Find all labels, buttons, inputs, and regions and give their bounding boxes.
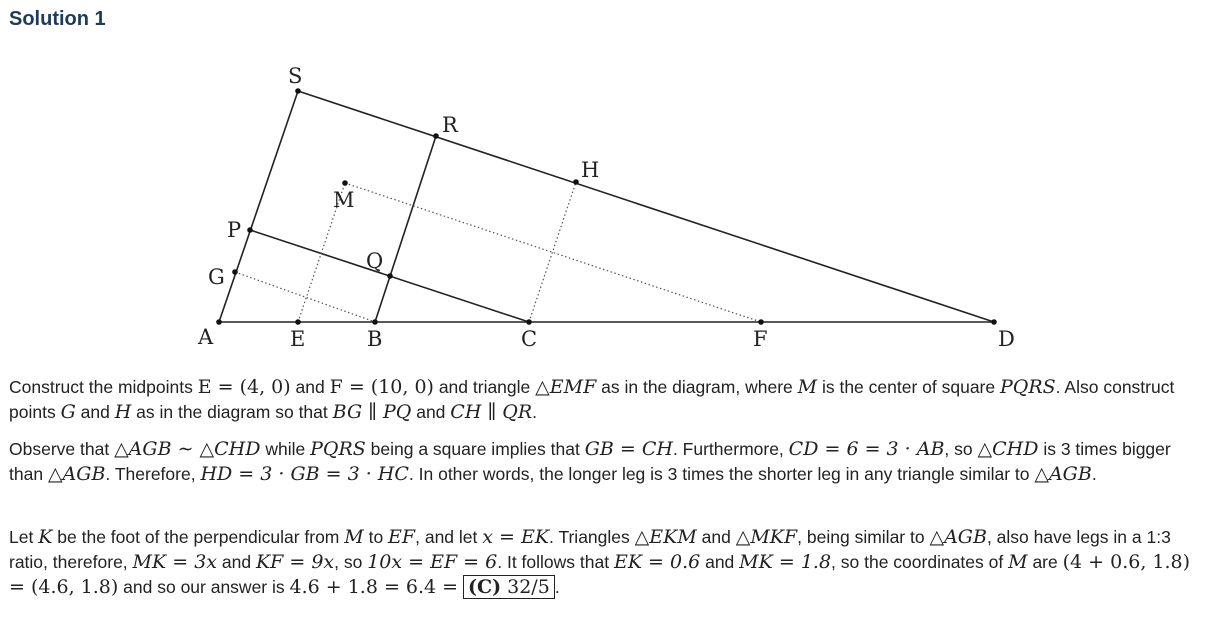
label-P: P bbox=[227, 218, 242, 242]
point-Q bbox=[387, 273, 393, 279]
text-run: and bbox=[411, 402, 451, 422]
math-expression: G bbox=[60, 401, 76, 423]
math-expression: △AGB bbox=[47, 463, 106, 485]
math-expression: CH ∥ QR bbox=[450, 401, 533, 423]
segment-RB bbox=[375, 136, 436, 322]
point-P bbox=[247, 227, 253, 233]
math-expression: K bbox=[38, 526, 53, 548]
math-expression: M bbox=[797, 376, 818, 398]
text-run: , and let bbox=[415, 527, 483, 547]
answer-box bbox=[463, 575, 555, 599]
text-run: , also have legs in a 1:3 ratio, therefore, bbox=[9, 527, 1171, 572]
math-expression: PQRS bbox=[999, 376, 1056, 398]
paragraph-1 bbox=[9, 375, 1209, 425]
point-F bbox=[758, 319, 764, 325]
point-D bbox=[991, 319, 997, 325]
math-expression: EF bbox=[388, 526, 416, 548]
math-expression: 4.6 + 1.8 = 6.4 = bbox=[289, 576, 459, 598]
math-expression: 10x = EF = 6 bbox=[367, 551, 498, 573]
point-R bbox=[433, 133, 439, 139]
label-Q: Q bbox=[366, 249, 384, 273]
math-expression: M bbox=[344, 526, 364, 548]
point-S bbox=[295, 88, 301, 94]
segment-AS bbox=[219, 91, 298, 322]
point-H bbox=[573, 179, 579, 185]
label-G: G bbox=[208, 265, 225, 289]
text-run: . In other words, the longer leg is 3 times the shorter leg in any triangle similar to bbox=[408, 464, 1035, 484]
label-R: R bbox=[442, 113, 458, 137]
text-run: . bbox=[532, 402, 538, 422]
text-run: , so bbox=[944, 439, 978, 459]
label-H: H bbox=[581, 158, 600, 182]
point-B bbox=[372, 319, 378, 325]
math-expression: △AGB bbox=[929, 526, 987, 548]
label-D: D bbox=[998, 327, 1015, 351]
point-A bbox=[216, 319, 222, 325]
text-run: , being similar to bbox=[797, 527, 930, 547]
text-run: . bbox=[1091, 464, 1097, 484]
text-run: while bbox=[260, 439, 311, 459]
text-run: and bbox=[75, 402, 115, 422]
point-E bbox=[295, 319, 301, 325]
text-run: as in the diagram, where bbox=[596, 377, 798, 397]
text-run: . Furthermore, bbox=[672, 439, 789, 459]
text-run: and bbox=[290, 377, 330, 397]
math-expression: △MKF bbox=[735, 526, 798, 548]
math-expression: △AGB bbox=[1034, 463, 1092, 485]
math-expression: (4 + 0.6, 1.8) = (4.6, 1.8) bbox=[9, 551, 1191, 598]
math-expression: GB = CH bbox=[584, 438, 673, 460]
text-run: and bbox=[696, 527, 736, 547]
text-run: . Triangles bbox=[549, 527, 635, 547]
math-expression: MK = 3x bbox=[132, 551, 217, 573]
text-run: and triangle bbox=[433, 377, 536, 397]
text-run: and bbox=[700, 552, 740, 572]
math-expression: PQRS bbox=[310, 438, 366, 460]
text-run: being a square implies that bbox=[365, 439, 585, 459]
dotted-GB bbox=[235, 272, 375, 322]
text-run: . bbox=[554, 577, 560, 597]
solution-heading: Solution 1 bbox=[9, 8, 106, 30]
math-expression: H bbox=[114, 401, 132, 423]
text-run: is 3 times bigger than bbox=[9, 439, 1171, 484]
text-run: 32/5 bbox=[501, 576, 550, 598]
segment-SD bbox=[298, 91, 994, 322]
label-S: S bbox=[288, 64, 303, 88]
label-E: E bbox=[290, 327, 306, 351]
math-expression: △EKM bbox=[634, 526, 697, 548]
math-expression: △CHD bbox=[977, 438, 1039, 460]
paragraph-3 bbox=[9, 525, 1209, 600]
label-M: M bbox=[333, 188, 355, 212]
label-C: C bbox=[521, 327, 538, 351]
text-run: are bbox=[1027, 552, 1063, 572]
text-run: as in the diagram so that bbox=[131, 402, 333, 422]
math-expression: x = EK bbox=[482, 526, 550, 548]
text-run: Construct the midpoints bbox=[9, 377, 198, 397]
text-run: , so the coordinates of bbox=[831, 552, 1009, 572]
text-run: and bbox=[217, 552, 256, 572]
point-M bbox=[342, 180, 348, 186]
label-F: F bbox=[753, 327, 768, 351]
text-run: . It follows that bbox=[497, 552, 614, 572]
text-run: . Also construct points bbox=[9, 377, 1175, 422]
math-expression: EK = 0.6 bbox=[613, 551, 701, 573]
point-G bbox=[232, 269, 238, 275]
text-run: . Therefore, bbox=[105, 464, 201, 484]
label-A: A bbox=[198, 325, 214, 349]
math-expression: CD = 6 = 3 · AB bbox=[788, 438, 945, 460]
dotted-CH bbox=[529, 182, 576, 322]
math-expression: △AGB ∼ △CHD bbox=[114, 438, 261, 460]
text-run: and so our answer is bbox=[118, 577, 290, 597]
math-expression: △EMF bbox=[535, 376, 597, 398]
math-expression: F = (10, 0) bbox=[329, 376, 434, 398]
math-expression: E = (4, 0) bbox=[197, 376, 291, 398]
paragraph-2 bbox=[9, 437, 1209, 487]
math-expression: BG ∥ PQ bbox=[332, 401, 412, 423]
text-run: is the center of square bbox=[817, 377, 1000, 397]
dotted-MF bbox=[345, 183, 761, 322]
text-run: (C) bbox=[467, 576, 502, 598]
math-expression: MK = 1.8 bbox=[739, 551, 832, 573]
point-C bbox=[526, 319, 532, 325]
text-run: , so bbox=[334, 552, 368, 572]
text-run: be the foot of the perpendicular from bbox=[52, 527, 345, 547]
math-expression: KF = 9x bbox=[255, 551, 335, 573]
text-run: Observe that bbox=[9, 439, 115, 459]
text-run: to bbox=[363, 527, 389, 547]
math-expression: M bbox=[1008, 551, 1028, 573]
label-B: B bbox=[367, 327, 383, 351]
text-run: Let bbox=[9, 527, 39, 547]
math-expression: HD = 3 · GB = 3 · HC bbox=[200, 463, 409, 485]
